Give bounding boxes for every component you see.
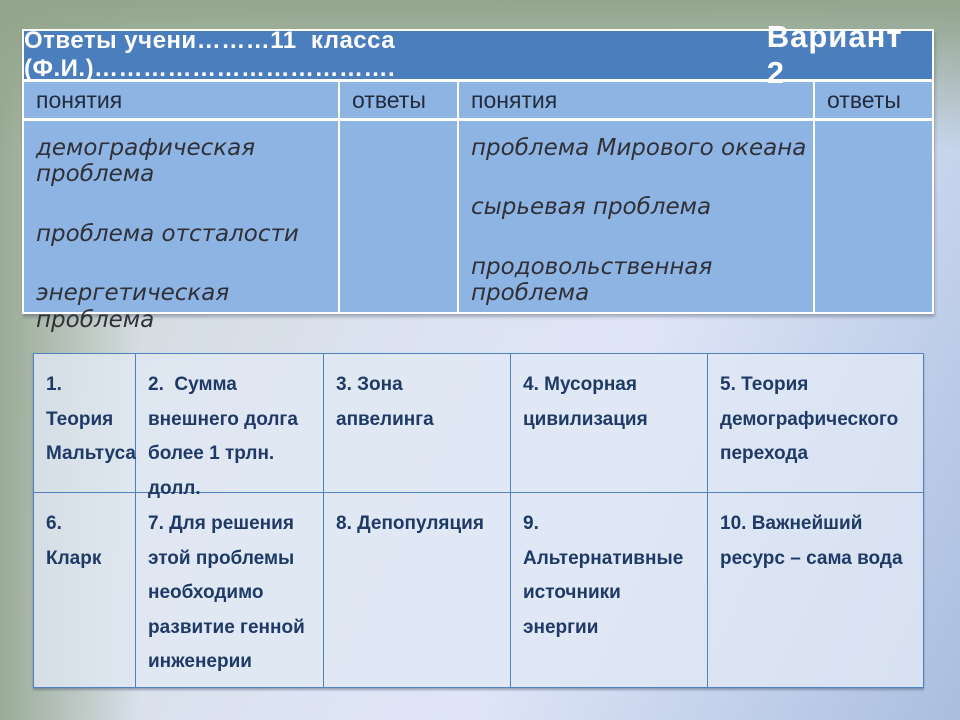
column-header-concepts-left: понятия: [24, 82, 340, 118]
concept-item: проблема отсталости: [36, 220, 299, 247]
column-header-answers-right: ответы: [827, 86, 901, 113]
answers-cell-right: [815, 121, 932, 312]
variant-label: Вариант 2: [766, 19, 922, 90]
concepts-list-right: [459, 121, 815, 312]
column-header-concepts-right: понятия: [459, 82, 815, 118]
definition-cell-2: 2. Сумма внешнего долга более 1 трлн. долл.: [136, 354, 324, 493]
answers-cell-left: [340, 121, 459, 312]
definition-cell-10: 10. Важнейший ресурс – сама вода: [720, 513, 903, 569]
slide-title-bar: [24, 19, 932, 90]
concept-item: демографическая проблема: [36, 135, 256, 188]
definitions-table: [33, 353, 924, 688]
concept-item: энергетическая проблема: [36, 280, 230, 333]
column-header-answers-left: ответы: [340, 82, 459, 118]
definition-cell-8: 8. Депопуляция: [324, 493, 511, 687]
definition-cell-3: 3. Зона апвелинга: [324, 354, 511, 493]
slide-title: Ответы учени………11 класса (Ф.И.)……………………………….: [24, 27, 417, 82]
definition-cell-5: 5. Теория демографического перехода: [708, 354, 923, 493]
definition-cell-4: 4. Мусорная цивилизация: [511, 354, 708, 493]
answers-table-header-row: [24, 82, 932, 121]
concept-item: продовольственная проблема: [471, 253, 713, 307]
answers-table: [22, 19, 934, 333]
concept-item: проблема Мирового океана: [471, 135, 807, 161]
concept-item: сырьевая проблема: [471, 194, 712, 221]
definition-cell-1: 1. Теория Мальтуса: [34, 354, 136, 493]
answers-table-body-row: [24, 121, 932, 333]
definition-cell-9: 9. Альтернативные источники энергии: [511, 493, 708, 687]
concepts-list-left: [24, 121, 340, 333]
definition-cell-6: 6. Кларк: [34, 493, 136, 687]
definition-cell-7: 7. Для решения этой проблемы необходимо развитие генной инженерии: [136, 493, 324, 687]
